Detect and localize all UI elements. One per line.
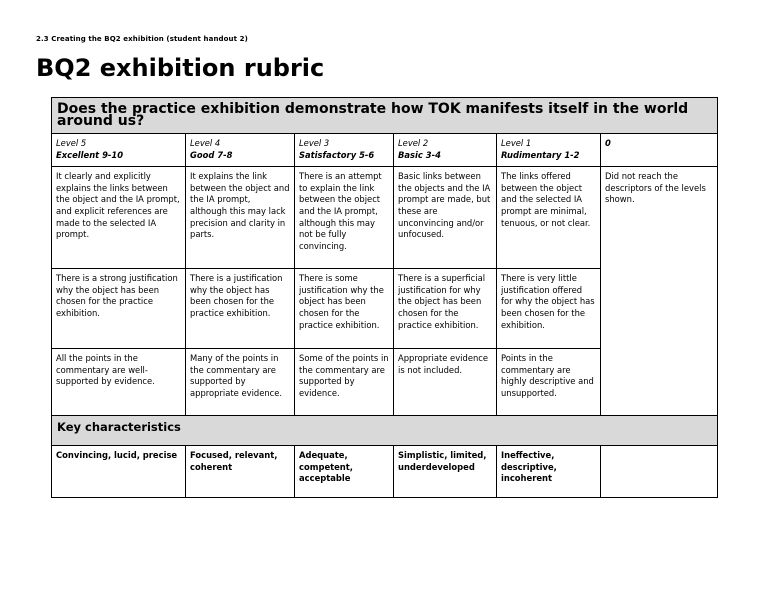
descriptor-cell: It clearly and explicitly explains the links between the object and the IA prompt, and explicit references are made to the selected IA prompt. bbox=[52, 167, 186, 269]
key-characteristic-cell: Focused, relevant, coherent bbox=[186, 446, 295, 498]
rubric-table bbox=[51, 97, 718, 498]
descriptor-cell: Basic links between the objects and the IA prompt are made, but these are unconvincing and/or unfocused. bbox=[394, 167, 497, 269]
level-label: Level 5 bbox=[56, 138, 87, 149]
descriptor-cell: All the points in the commentary are well-supported by evidence. bbox=[52, 349, 186, 416]
descriptor-cell: It explains the link between the object and the IA prompt, although this may lack precision and clarity in parts. bbox=[186, 167, 295, 269]
key-characteristics-heading: Key characteristics bbox=[52, 416, 718, 446]
descriptor-cell: Points in the commentary are highly descriptive and unsupported. bbox=[497, 349, 601, 416]
descriptor-cell: The links offered between the object and the selected IA prompt are minimal, tenuous, or not clear. bbox=[497, 167, 601, 269]
level-label: Level 3 bbox=[299, 138, 330, 149]
key-characteristic-cell bbox=[601, 446, 718, 498]
level-header-cell bbox=[394, 134, 497, 167]
handout-label: 2.3 Creating the BQ2 exhibition (student handout 2) bbox=[36, 35, 248, 43]
page-title: BQ2 exhibition rubric bbox=[36, 54, 325, 82]
descriptor-cell: There is a strong justification why the object has been chosen for the practice exhibition. bbox=[52, 269, 186, 349]
level-label: Level 4 bbox=[190, 138, 221, 149]
key-characteristics-row bbox=[52, 446, 718, 498]
level-label: Level 1 bbox=[501, 138, 532, 149]
level-header-cell bbox=[186, 134, 295, 167]
level-band: Rudimentary 1-2 bbox=[501, 149, 580, 160]
zero-descriptor-cell: Did not reach the descriptors of the levels shown. bbox=[601, 167, 718, 416]
table-row bbox=[52, 167, 718, 269]
descriptor-cell: There is a superficial justification for why the object has been chosen for the practice exhibition. bbox=[394, 269, 497, 349]
descriptor-cell: Some of the points in the commentary are supported by evidence. bbox=[295, 349, 394, 416]
level-header-cell bbox=[52, 134, 186, 167]
descriptor-cell: There is some justification why the object has been chosen for the practice exhibition. bbox=[295, 269, 394, 349]
key-characteristic-cell: Simplistic, limited, underdeveloped bbox=[394, 446, 497, 498]
level-header-cell bbox=[497, 134, 601, 167]
level-band: Satisfactory 5-6 bbox=[299, 149, 375, 160]
level-band: Good 7-8 bbox=[190, 149, 233, 160]
descriptor-cell: Appropriate evidence is not included. bbox=[394, 349, 497, 416]
level-band: Basic 3-4 bbox=[398, 149, 441, 160]
key-characteristic-cell: Convincing, lucid, precise bbox=[52, 446, 186, 498]
level-header-cell bbox=[601, 134, 718, 167]
level-band: 0 bbox=[605, 138, 611, 149]
descriptor-cell: Many of the points in the commentary are supported by appropriate evidence. bbox=[186, 349, 295, 416]
key-characteristic-cell: Adequate, competent, acceptable bbox=[295, 446, 394, 498]
key-characteristic-cell: Ineffective, descriptive, incoherent bbox=[497, 446, 601, 498]
rubric-question: Does the practice exhibition demonstrate how TOK manifests itself in the world around us? bbox=[52, 98, 718, 134]
descriptor-cell: There is very little justification offered for why the object has been chosen for the exhibition. bbox=[497, 269, 601, 349]
level-header-cell bbox=[295, 134, 394, 167]
descriptor-cell: There is a justification why the object has been chosen for the practice exhibition. bbox=[186, 269, 295, 349]
level-band: Excellent 9-10 bbox=[56, 149, 124, 160]
level-header-row bbox=[52, 134, 718, 167]
descriptor-cell: There is an attempt to explain the link between the object and the IA prompt, although this may not be fully convincing. bbox=[295, 167, 394, 269]
level-label: Level 2 bbox=[398, 138, 429, 149]
